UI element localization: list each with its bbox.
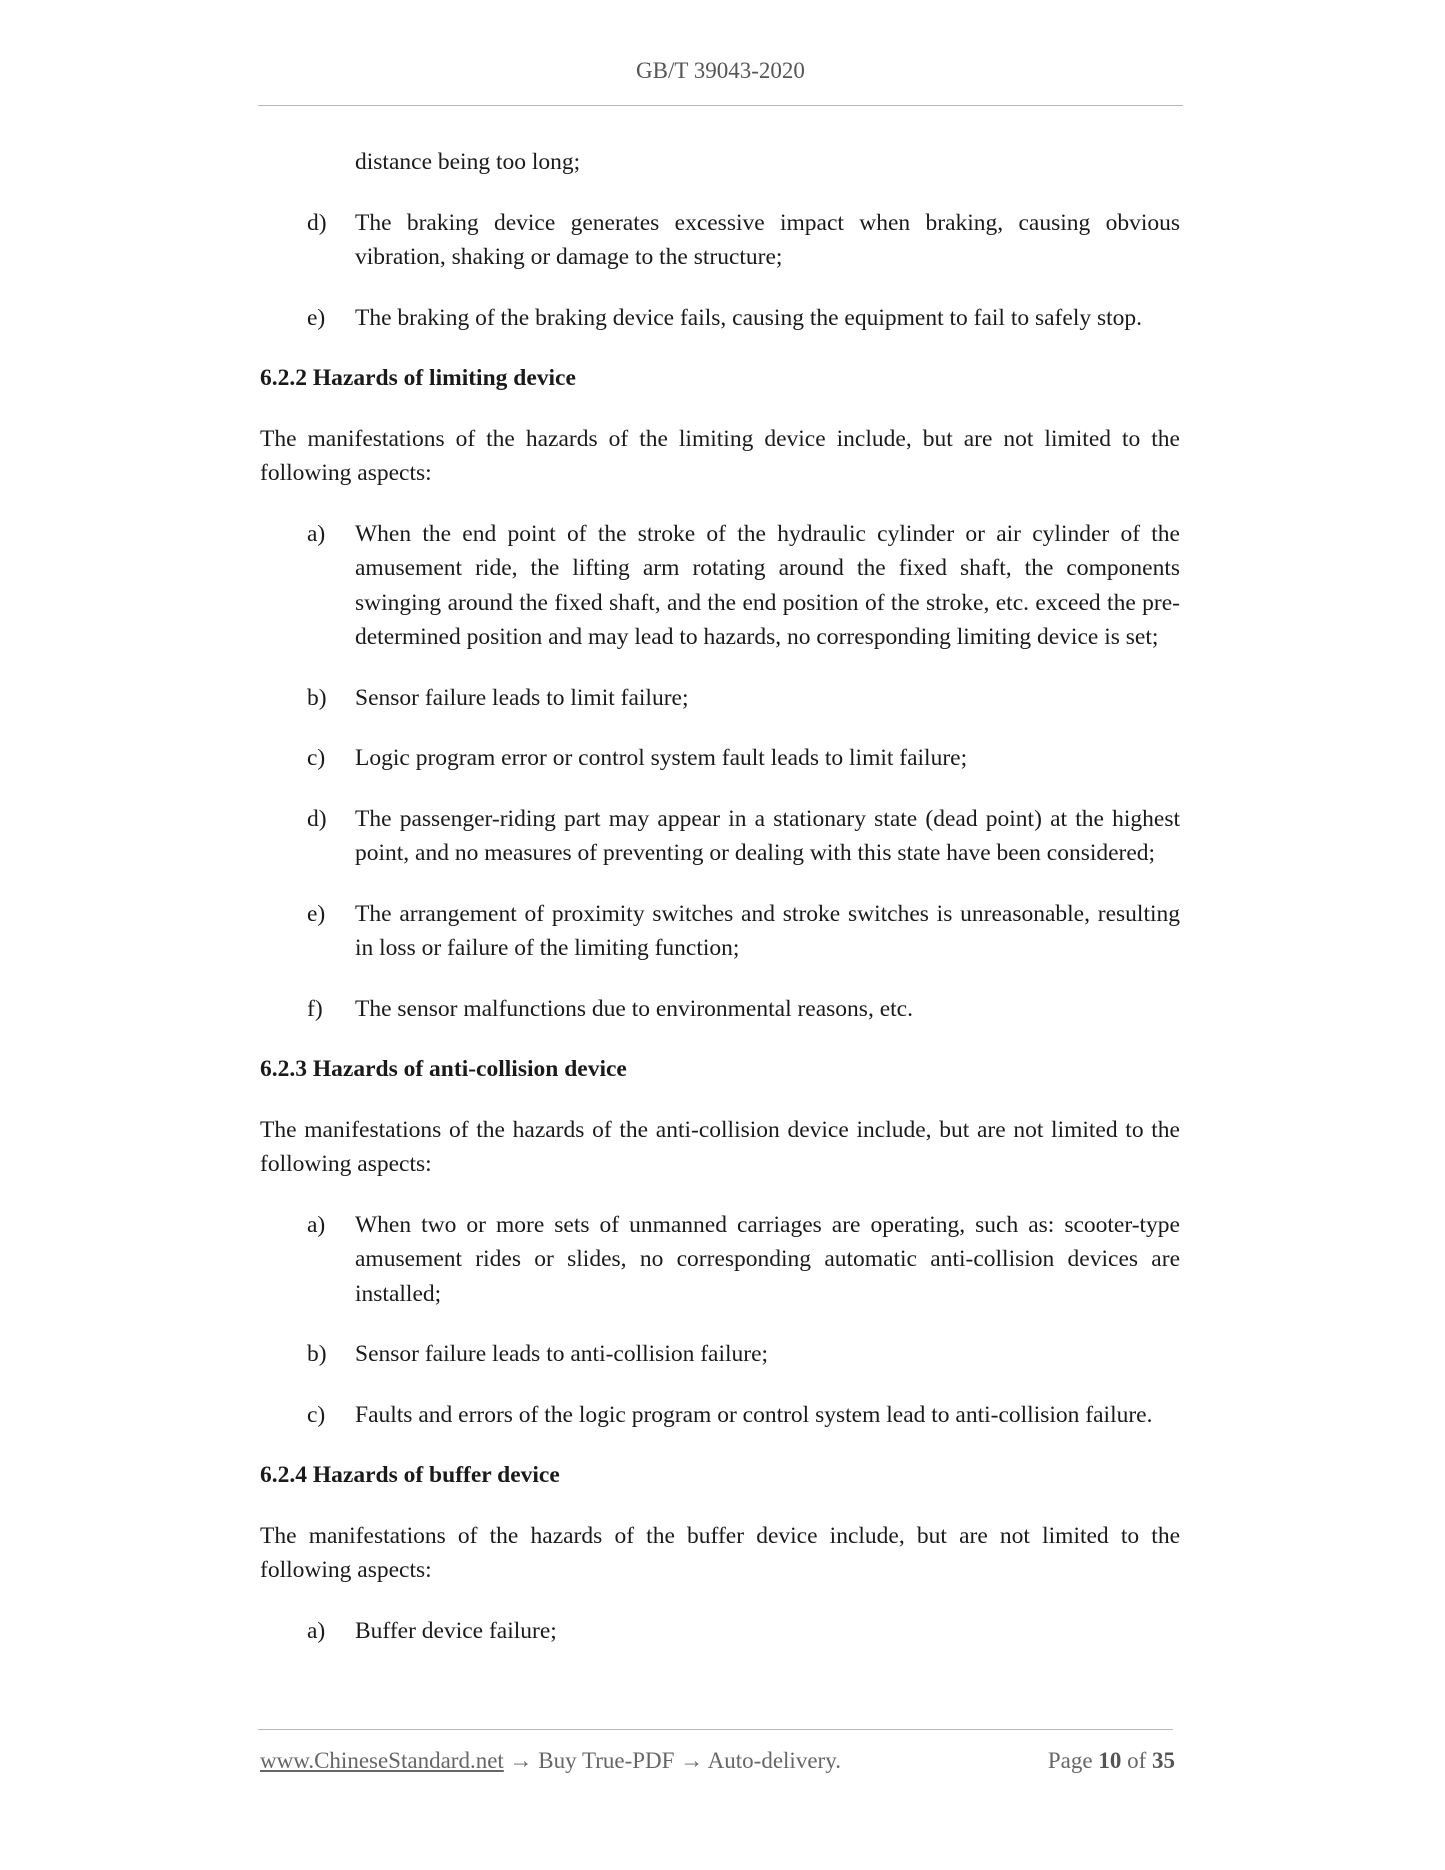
arrow-icon: →: [509, 1748, 533, 1773]
list-item-text: Buffer device failure;: [355, 1617, 557, 1644]
page-number: [1048, 1748, 1175, 1774]
list-item: [260, 992, 1180, 1027]
list-marker: d): [307, 805, 327, 832]
list-item-text: When the end point of the stroke of the hydraulic cylinder or air cylinder of the amusement ride, the lifting arm rotating around the fixed shaft, the components swinging around the fixed shaft, and the end position of the stroke, etc. exceed the pre-determined position and may lead to hazards, no corresponding limiting device is set;: [355, 520, 1180, 650]
buy-text: Buy True-PDF: [538, 1748, 675, 1773]
list-item: [260, 897, 1180, 966]
list-item: [260, 206, 1180, 275]
list-item: [260, 1614, 1180, 1649]
document-body: [260, 145, 1180, 1674]
list-marker: b): [307, 1341, 327, 1367]
site-link[interactable]: www.ChineseStandard.net: [260, 1748, 504, 1773]
list-item: [260, 802, 1180, 871]
section-heading-6-2-4: 6.2.4 Hazards of buffer device: [260, 1462, 560, 1488]
page-header-doc-id: GB/T 39043-2020: [636, 58, 805, 83]
page-footer: [260, 1748, 1175, 1774]
list-item: [260, 741, 1180, 776]
list-item: [260, 301, 1180, 336]
list-item: [260, 517, 1180, 655]
list-item-text: Sensor failure leads to anti-collision failure;: [355, 1341, 769, 1367]
section-intro: The manifestations of the hazards of the buffer device include, but are not limited to the following aspects:: [260, 1522, 1180, 1583]
current-page: 10: [1098, 1748, 1122, 1773]
footer-divider: [258, 1729, 1173, 1730]
list-marker: a): [307, 520, 326, 547]
list-item-text: The passenger-riding part may appear in a stationary state (dead point) at the highest point, and no measures of preventing or dealing with this state have been considered;: [355, 805, 1180, 866]
section-heading-6-2-3: 6.2.3 Hazards of anti-collision device: [260, 1056, 627, 1082]
list-item: [260, 1398, 1180, 1433]
total-pages: 35: [1152, 1748, 1175, 1773]
list-marker: c): [307, 745, 326, 771]
list-marker: e): [307, 900, 326, 927]
section-intro: The manifestations of the hazards of the limiting device include, but are not limited to the following aspects:: [260, 425, 1180, 486]
header-divider: [258, 105, 1183, 106]
list-item-text: The braking of the braking device fails, causing the equipment to fail to safely stop.: [355, 304, 1143, 331]
footer-promo: [260, 1748, 841, 1774]
list-marker: a): [307, 1211, 326, 1238]
list-marker: f): [307, 995, 323, 1022]
page-label: Page: [1047, 1748, 1093, 1773]
list-item: [260, 1208, 1180, 1312]
list-marker: a): [307, 1617, 326, 1644]
of-label: of: [1127, 1748, 1147, 1773]
section-intro: The manifestations of the hazards of the anti-collision device include, but are not limited to the following aspects:: [260, 1116, 1180, 1177]
list-item-text: Sensor failure leads to limit failure;: [355, 684, 689, 711]
list-item: [260, 681, 1180, 716]
list-marker: c): [307, 1401, 326, 1428]
list-marker: b): [307, 684, 327, 711]
list-item-text: Logic program error or control system fault leads to limit failure;: [355, 745, 968, 771]
list-item-text: When two or more sets of unmanned carriages are operating, such as: scooter-type amusement rides or slides, no corresponding automatic anti-collision devices are installed;: [355, 1211, 1180, 1307]
list-item-text: The sensor malfunctions due to environmental reasons, etc.: [355, 995, 913, 1022]
section-heading-6-2-2: 6.2.2 Hazards of limiting device: [260, 365, 576, 391]
arrow-icon: →: [680, 1748, 704, 1773]
list-item-text: The arrangement of proximity switches and stroke switches is unreasonable, resulting in loss or failure of the limiting function;: [355, 900, 1180, 961]
list-item: [260, 1337, 1180, 1372]
delivery-text: Auto-delivery.: [707, 1748, 841, 1773]
list-marker: d): [307, 209, 327, 236]
list-item-text: The braking device generates excessive impact when braking, causing obvious vibration, shaking or damage to the structure;: [355, 209, 1180, 270]
continuation-text: distance being too long;: [355, 149, 581, 175]
list-item-text: Faults and errors of the logic program or control system lead to anti-collision failure.: [355, 1401, 1153, 1428]
list-marker: e): [307, 304, 326, 331]
